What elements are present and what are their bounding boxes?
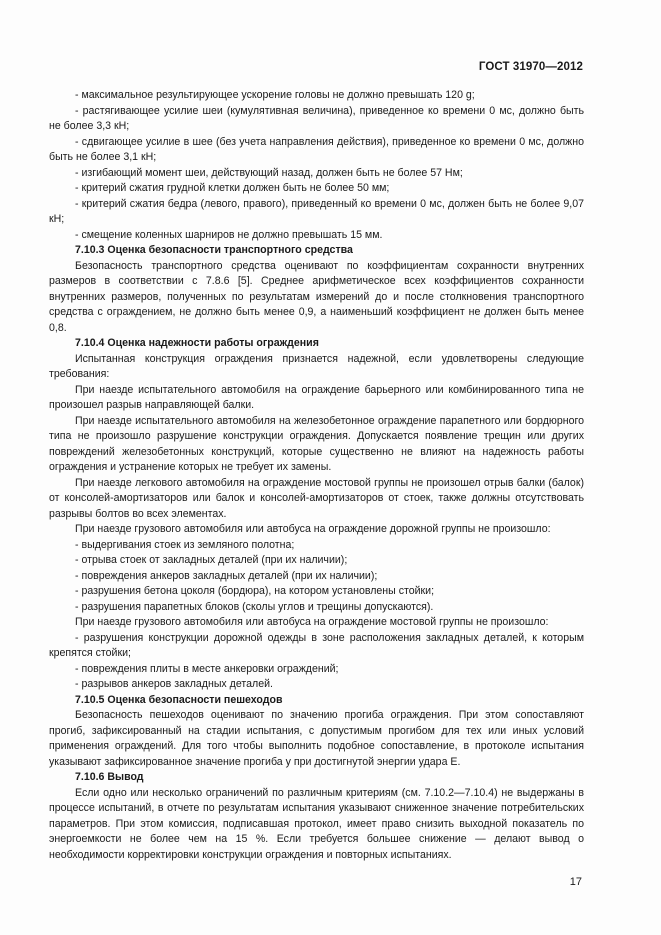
paragraph: Если одно или несколько ограничений по различным критериям (см. 7.10.2—7.10.4) не выдержаны в процессе испытаний, в отчете по результатам испытания указывают сниженное значение потребительских параметров. При этом комиссия, подписавшая протокол, имеет право снизить выходной показатель по энергоемкости не более чем на 15 %. Если требуется большее снижение — делают вывод о необходимости корректировки конструкции ограждения и повторных испытаниях.	[49, 786, 584, 861]
document-code-header: ГОСТ 31970—2012	[478, 61, 583, 73]
paragraph-list-item: - разрывов анкеров закладных деталей.	[75, 678, 273, 690]
paragraph-list-item: - повреждения анкеров закладных деталей (при их наличии);	[75, 569, 378, 582]
paragraph-list-item: - отрыва стоек от закладных деталей (при их наличии);	[75, 554, 348, 566]
paragraph: При наезде грузового автомобиля или автобуса на ограждение дорожной группы не произошло:	[75, 523, 551, 535]
paragraph-list-item: - критерий сжатия грудной клетки должен быть не более 50 мм;	[75, 182, 390, 194]
page-number: 17	[569, 876, 582, 888]
paragraph-list-item: - критерий сжатия бедра (левого, правого), приведенный ко времени 0 мс, должен быть не более 9,07 кН;	[49, 197, 584, 225]
section-heading: 7.10.4 Оценка надежности работы ограждения	[75, 337, 319, 349]
paragraph-list-item: - изгибающий момент шеи, действующий назад, должен быть не более 57 Нм;	[75, 166, 463, 179]
paragraph: Испытанная конструкция ограждения признается надежной, если удовлетворены следующие требования:	[49, 352, 584, 380]
paragraph: При наезде испытательного автомобиля на железобетонное ограждение парапетного или бордюрного типа не произошло разрушение конструкции ограждения. Допускается появление трещин или других повреждений железобетонных конструкций, которые существенно не влияют на надежность работы ограждения и устранение которых не требует их замены.	[49, 414, 584, 473]
section-heading: 7.10.3 Оценка безопасности транспортного средства	[75, 244, 353, 256]
paragraph-list-item: - смещение коленных шарниров не должно превышать 15 мм.	[75, 228, 383, 241]
section-heading: 7.10.6 Вывод	[75, 771, 144, 783]
paragraph-list-item: - выдергивания стоек из земляного полотна;	[75, 538, 295, 551]
paragraph-list-item: - растягивающее усилие шеи (кумулятивная величина), приведенное ко времени 0 мс, должно быть не более 3,3 кН;	[49, 104, 584, 132]
paragraph-list-item: - повреждения плиты в месте анкеровки ограждений;	[75, 662, 339, 675]
paragraph: При наезде легкового автомобиля на ограждение мостовой группы не произошел отрыв балки (балок) от консолей-амортизаторов или балок и консолей-амортизаторов от стоек, также должны отсутствовать разрывы болтов во всех элементах.	[49, 476, 584, 520]
paragraph-list-item: - разрушения бетона цоколя (бордюра), на котором установлены стойки;	[75, 585, 435, 597]
document-body	[49, 88, 584, 863]
paragraph-list-item: - сдвигающее усилие в шее (без учета направления действия), приведенное ко времени 0 мс, должно быть не более 3,1 кН;	[49, 135, 584, 163]
paragraph-list-item: - максимальное результирующее ускорение головы не должно превышать 120 g;	[75, 89, 475, 101]
section-heading: 7.10.5 Оценка безопасности пешеходов	[75, 693, 283, 706]
paragraph-list-item: - разрушения парапетных блоков (сколы углов и трещины допускаются).	[75, 600, 434, 613]
paragraph-list-item: - разрушения конструкции дорожной одежды в зоне расположения закладных деталей, к которым крепятся стойки;	[49, 631, 584, 659]
paragraph: При наезде испытательного автомобиля на ограждение барьерного или комбинированного типа не произошел разрыв направляющей балки.	[49, 383, 584, 411]
paragraph: Безопасность пешеходов оценивают по значению прогиба ограждения. При этом сопоставляют прогиб, зафиксированный на стадии испытания, с допустимым прогибом для тех или иных условий применения ограждений. Для того чтобы выполнить подобное сопоставление, в протоколе испытания указывают зафиксированное значение прогиба y при достигнутой энергии удара E.	[49, 709, 584, 768]
paragraph: При наезде грузового автомобиля или автобуса на ограждение мостовой группы не произошло:	[75, 616, 549, 628]
paragraph: Безопасность транспортного средства оценивают по коэффициентам сохранности внутренних размеров в соответствии с 7.8.6 [5]. Среднее арифметическое всех коэффициентов сохранности внутренних размеров, полученных по результатам измерений до и после столкновения транспортного средства с ограждением, не должно быть менее 0,9, а наименьший коэффициент не должен быть менее 0,8.	[49, 259, 584, 334]
